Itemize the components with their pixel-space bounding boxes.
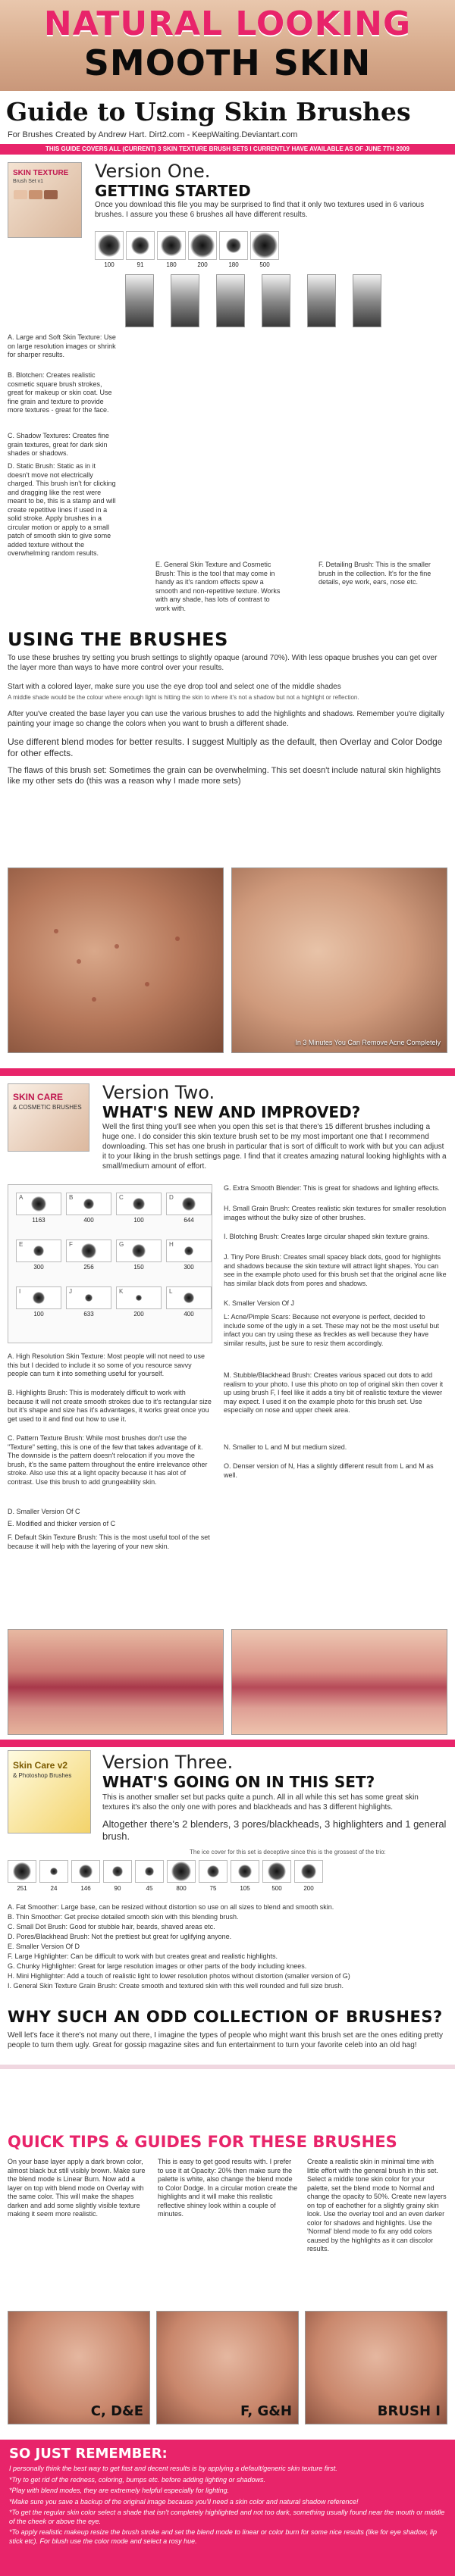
remember-line: *Try to get rid of the redness, coloring, bumps etc. before adding lighting or shadows. xyxy=(9,2475,266,2484)
v2-desc-f: F. Default Skin Texture Brush: This is the most useful tool of the set because it will help with the layering of your new skin. xyxy=(8,1533,210,1550)
brush-size: 24 xyxy=(50,1885,58,1892)
brush-preview xyxy=(199,1860,228,1883)
demo-label: F, G&H xyxy=(240,2403,292,2419)
tip-column-3: Create a realistic skin in minimal time with little effort with the general brush in this set. Select a middle tone skin color for your palette, set the blend mode to Normal and change the opacity to 50%. Create new layers on top of eachother for a slightly grainy skin look. Use the overlay tool and an even darker color for shadows and highlights. Use the 'Normal' blend mode to fix any odd colors caused by the highlights as it can discolor results. xyxy=(307,2158,447,2252)
v3-highlight: Altogether there's 2 blenders, 3 pores/blackheads, 3 highlighters and 1 general brush. xyxy=(102,1818,447,1842)
brush-size: 633 xyxy=(83,1311,94,1318)
v1-desc-b: B. Blotchen: Creates realistic cosmetic square brush strokes, great for makeup or skin coat. Use fine grain and texture to provide more textures - great for the face. xyxy=(8,371,112,414)
odd-collection-text: Well let's face it there's not many out there, I imagine the types of people who might want this brush set are the ones editing pretty people to turn them ugly. Great for gossip magazine sites and fun entertainment to turn your favorite celeb into an old hag! xyxy=(8,2031,443,2049)
v2-box-title: SKIN CARE xyxy=(13,1092,64,1102)
v2-desc-b: B. Highlights Brush: This is moderately difficult to work with because it will not create smooth strokes due to it's rectangular size but it's shape and size has it's advantages, it works great once you get used to it and find out how to use it. xyxy=(8,1389,212,1423)
v1-desc-c: C. Shadow Textures: Creates fine grain textures, great for dark skin shades or shadows. xyxy=(8,432,109,457)
brush-preview xyxy=(294,1860,323,1883)
demo-image-brush-i xyxy=(305,2311,447,2424)
v3-desc-g: G. Chunky Highlighter: Great for large resolution images or other parts of the body including knees. xyxy=(8,1962,307,1970)
remember-panel xyxy=(0,2440,455,2576)
demo-image-cde xyxy=(8,2311,150,2424)
face-after-image xyxy=(231,868,447,1053)
skin-swatch xyxy=(14,190,27,199)
brush-size: 800 xyxy=(176,1885,187,1892)
brush-size: 500 xyxy=(259,261,270,268)
brush-size: 180 xyxy=(166,261,177,268)
demo-row xyxy=(8,2311,447,2424)
v2-intro: Well the first thing you'll see when you open this set is that there's 15 different brushes including a huge one. I do consider this skin texture brush set to be my most important one that I recommend downloading. This set has one brush in particular that is sort of difficult to work with but you can adjust it to your liking in the brush settings page. I find that it creates amazing natural looking highlights with a small/medium amount of effort. xyxy=(102,1123,447,1171)
using-p2-note: A middle shade would be the colour where enough light is hitting the skin to where it's not a shadow but not a highlight or reflection. xyxy=(8,694,359,701)
brush-size: 150 xyxy=(133,1264,144,1271)
demo-label: C, D&E xyxy=(90,2403,143,2419)
lips-before-image xyxy=(8,1629,224,1735)
before-after-faces xyxy=(8,868,447,1053)
remember-line: *Make sure you save a backup of the original image because you'll need a skin color and natural shadow reference! xyxy=(9,2497,359,2506)
v3-desc-i: I. General Skin Texture Grain Brush: Create smooth and textured skin with this well rounded and full size brush. xyxy=(8,1982,344,1990)
v2-desc-m: M. Stubble/Blackhead Brush: Creates various spaced out dots to add realism to your photo. I use this photo on top of original skin then cover it up using brush F, I feel like it adds a tiny bit of realistic texture the viewer may expect. I used it on the example photo for this brush set. Use especially on nose and upper cheek area. xyxy=(224,1371,444,1414)
brush-preview xyxy=(71,1860,100,1883)
odd-collection-title: WHY SUCH AN ODD COLLECTION OF BRUSHES? xyxy=(8,2008,443,2026)
demo-image-fgh xyxy=(156,2311,299,2424)
brush-size: 200 xyxy=(133,1311,144,1318)
brush-preview: D xyxy=(166,1193,212,1215)
v1-cover-image xyxy=(8,162,82,238)
v2-grid-row xyxy=(16,1193,212,1215)
v3-desc-h: H. Mini Highlighter: Add a touch of realistic light to lower resolution photos without distortion (smaller version of G) xyxy=(8,1972,350,1980)
v3-cover-image xyxy=(8,1750,91,1834)
brush-preview xyxy=(167,1860,196,1883)
lips-before-after xyxy=(8,1629,447,1735)
brush-preview xyxy=(231,1860,259,1883)
brush-preview xyxy=(103,1860,132,1883)
brush-stroke-sample xyxy=(171,274,199,327)
v3-desc-e: E. Smaller Version Of D xyxy=(8,1943,80,1950)
brush-size: 644 xyxy=(184,1217,194,1224)
brush-size: 200 xyxy=(197,261,208,268)
v2-cover-image xyxy=(8,1083,89,1152)
brush-preview xyxy=(95,231,124,260)
v2-grid-row xyxy=(16,1240,212,1262)
v3-label: Version Three. xyxy=(102,1752,234,1773)
brush-size: 180 xyxy=(228,261,239,268)
brush-stroke-sample xyxy=(262,274,290,327)
remember-line: *To apply realistic makeup resize the brush stroke and set the blend mode to linear or color burn for some nice results (like for eye shadow, lip stick etc). For blush use the color mode and select a rosy hue. xyxy=(9,2528,437,2545)
brush-preview: A xyxy=(16,1193,61,1215)
guide-title: Guide to Using Skin Brushes xyxy=(6,97,411,127)
brush-size: 100 xyxy=(133,1217,144,1224)
v2-box-sub: & COSMETIC BRUSHES xyxy=(13,1104,82,1111)
hero-title-line1: NATURAL LOOKING xyxy=(43,5,412,43)
v3-desc-d: D. Pores/Blackhead Brush: Not the prettiest but great for uglifying anyone. xyxy=(8,1933,232,1940)
brush-preview: F xyxy=(66,1240,111,1262)
brush-preview xyxy=(219,231,248,260)
v2-desc-a: A. High Resolution Skin Texture: Most people will not need to use this but I decided to include it so some of you resource savvy people can turn it into something useful for yourself. xyxy=(8,1352,205,1377)
v3-cover-note: The ice cover for this set is deceptive since this is the grossest of the trio: xyxy=(190,1849,386,1855)
brush-preview xyxy=(262,1860,291,1883)
brush-preview: E xyxy=(16,1240,61,1262)
brush-stroke-sample xyxy=(125,274,154,327)
v2-grid-sizes xyxy=(16,1311,212,1318)
v2-heading: WHAT'S NEW AND IMPROVED? xyxy=(102,1103,361,1121)
v1-heading: GETTING STARTED xyxy=(95,182,251,200)
v3-brush-strip xyxy=(8,1860,323,1883)
v2-desc-k: K. Smaller Version Of J xyxy=(224,1299,295,1307)
remember-line: *To get the regular skin color select a shade that isn't completely highlighted and not too dark, something usually found near the mouth or middle of the cheek or above the eye. xyxy=(9,2509,445,2525)
brush-size: 91 xyxy=(136,261,144,268)
brush-stroke-sample xyxy=(353,274,381,327)
brush-size: 45 xyxy=(146,1885,153,1892)
tip-column-2: This is easy to get good results with. I prefer to use it at Opacity: 20% then make sure the palette is white, also change the blend mode to Color Dodge. In a circular motion create the highlights and it will make this realistic reflective shiney look within a couple of minutes. xyxy=(158,2158,298,2218)
brush-preview xyxy=(157,231,186,260)
v1-brush-strip xyxy=(95,231,279,260)
brush-size: 400 xyxy=(184,1311,194,1318)
brush-preview xyxy=(8,1860,36,1883)
brush-size: 75 xyxy=(209,1885,217,1892)
using-p4: Use different blend modes for better results. I suggest Multiply as the default, then Overlay and Color Dodge for other effects. xyxy=(8,736,443,758)
hero-banner xyxy=(0,0,455,91)
using-p2: Start with a colored layer, make sure you use the eye drop tool and select one of the middle shades xyxy=(8,683,341,691)
brush-preview: K xyxy=(116,1286,162,1309)
brush-preview: B xyxy=(66,1193,111,1215)
v3-box-sub: & Photoshop Brushes xyxy=(13,1772,72,1779)
v2-grid-sizes xyxy=(16,1217,212,1224)
using-p3: After you've created the base layer you can use the various brushes to add the highlights and shadows. Remember you're digitally painting your image so change the colors when you want to brush a different shade. xyxy=(8,710,444,728)
using-p1: To use these brushes try setting you brush settings to slightly opaque (around 70%). With less opaque brushes you can get over the layer more than ways to have more control over your results. xyxy=(8,654,438,672)
brush-preview xyxy=(188,231,217,260)
brush-preview xyxy=(126,231,155,260)
brush-size: 146 xyxy=(80,1885,91,1892)
remember-line: I personally think the best way to get fast and decent results is by applying a default/generic skin texture first. xyxy=(9,2465,337,2472)
brush-stroke-sample xyxy=(307,274,336,327)
brush-size: 400 xyxy=(83,1217,94,1224)
brush-size: 90 xyxy=(114,1885,121,1892)
brush-size: 200 xyxy=(303,1885,314,1892)
v2-desc-d: D. Smaller Version Of C xyxy=(8,1508,80,1515)
using-p5: The flaws of this brush set: Sometimes the grain can be overwhelming. This set doesn't include natural skin highlights like my other sets do (this was a reason why I made more sets) xyxy=(8,766,441,786)
v1-desc-a: A. Large and Soft Skin Texture: Use on large resolution images or shrink for sharper results. xyxy=(8,333,116,358)
v1-brush-sizes xyxy=(95,261,279,268)
brush-preview: L xyxy=(166,1286,212,1309)
v3-desc-f: F. Large Highlighter: Can be difficult to work with but creates great and realistic highlights. xyxy=(8,1952,278,1960)
coverage-bar: THIS GUIDE COVERS ALL (CURRENT) 3 SKIN TEXTURE BRUSH SETS I CURRENTLY HAVE AVAILABLE AS OF JUNE 7TH 2009 xyxy=(0,144,455,155)
face-before-image xyxy=(8,868,224,1053)
tip-column-1: On your base layer apply a dark brown color, almost black but still visibly brown. Make sure the blend mode is Linear Burn. Now add a layer on top with blend mode on Overlay with the same color. This will make the shapes darken and add some slightly visible texture making it seem more realistic. xyxy=(8,2158,146,2218)
v1-label: Version One. xyxy=(95,161,211,182)
v2-desc-i: I. Blotching Brush: Creates large circular shaped skin texture grains. xyxy=(224,1233,430,1240)
using-title: USING THE BRUSHES xyxy=(8,629,228,650)
skin-swatch xyxy=(44,190,58,199)
brush-preview xyxy=(39,1860,68,1883)
brush-size: 500 xyxy=(271,1885,282,1892)
demo-label: BRUSH I xyxy=(377,2403,441,2419)
v1-desc-e: E. General Skin Texture and Cosmetic Brush: This is the tool that may come in handy as it's random effects spew a smooth and non-repetitive texture. Works with any shade, has lots of contrast to work with. xyxy=(155,561,281,612)
lips-after-image xyxy=(231,1629,447,1735)
brush-size: 1163 xyxy=(32,1217,46,1224)
brush-size: 256 xyxy=(83,1264,94,1271)
brush-size: 100 xyxy=(104,261,115,268)
section-divider xyxy=(0,1068,455,1076)
v3-desc-b: B. Thin Smoother: Get precise detailed smooth skin with this blending brush. xyxy=(8,1913,239,1921)
v2-desc-o: O. Denser version of N, Has a slightly different result from L and M as well. xyxy=(224,1462,434,1479)
v2-desc-c: C. Pattern Texture Brush: While most brushes don't use the "Texture" setting, this is one of the few that takes advantage of it. The downside is the pattern doesn't relocation if you move the brush, it's the same pattern throughout the entire irrelevance other stroke. Also use this at a light opacity because it has alot of contrast. Use this brush to add grungeability skin. xyxy=(8,1434,208,1486)
brush-preview: J xyxy=(66,1286,111,1309)
v2-desc-j: J. Tiny Pore Brush: Creates small spacey black dots, good for highlights and shadows because the skin texture will attract light shapes. You can see in the example photo used for this brush set that the original acne like has similar black dots from pores and shadows. xyxy=(224,1253,447,1287)
brush-size: 300 xyxy=(33,1264,44,1271)
remember-title: SO JUST REMEMBER: xyxy=(9,2446,168,2462)
section-divider xyxy=(0,1740,455,1747)
brush-preview: H xyxy=(166,1240,212,1262)
skin-swatch xyxy=(29,190,42,199)
brush-size: 251 xyxy=(17,1885,27,1892)
v2-grid-row xyxy=(16,1286,212,1309)
v1-box-sub: Brush Set v1 xyxy=(13,179,44,184)
v2-desc-e: E. Modified and thicker version of C xyxy=(8,1520,116,1527)
quick-tips-title: QUICK TIPS & GUIDES FOR THESE BRUSHES xyxy=(8,2133,397,2151)
v3-desc-a: A. Fat Smoother: Large base, can be resized without distortion so use on all sizes to blend and smooth skin. xyxy=(8,1903,334,1911)
remember-line: *Play with blend modes, they are extremely helpful especially for lighting. xyxy=(9,2487,230,2494)
hero-title-line2: SMOOTH SKIN xyxy=(83,42,372,83)
v2-desc-g: G. Extra Smooth Blender: This is great for shadows and lighting effects. xyxy=(224,1184,440,1192)
v2-brush-grid xyxy=(8,1184,212,1343)
v3-heading: WHAT'S GOING ON IN THIS SET? xyxy=(102,1773,375,1791)
v1-box-title: SKIN TEXTURE xyxy=(13,169,69,177)
brush-preview xyxy=(250,231,279,260)
v1-intro: Once you download this file you may be surprised to find that it only two textures used in 6 various brushes. I assure you these 6 brushes all have different results. xyxy=(95,201,425,219)
v3-box-title: Skin Care v2 xyxy=(13,1760,68,1771)
brush-stroke-sample xyxy=(216,274,245,327)
brush-preview: I xyxy=(16,1286,61,1309)
brush-size: 100 xyxy=(33,1311,44,1318)
brush-size: 105 xyxy=(240,1885,250,1892)
v3-desc-c: C. Small Dot Brush: Good for stubble hair, beards, shaved areas etc. xyxy=(8,1923,215,1930)
section-divider xyxy=(0,2065,455,2069)
credit-line: For Brushes Created by Andrew Hart. Dirt2.com - KeepWaiting.Deviantart.com xyxy=(8,130,298,139)
v2-desc-l: L: Acne/Pimple Scars: Because not everyone is perfect, decided to include some of the ugly in a set. These may not be the most useful but infact you can try using these as freckles as well because they have similar results, just be sure to resiz them accordingly. xyxy=(224,1313,439,1347)
v2-grid-sizes xyxy=(16,1264,212,1271)
v2-desc-h: H. Small Grain Brush: Creates realistic skin textures for smaller resolution images without the bulky size of other brushes. xyxy=(224,1205,447,1221)
v3-brush-sizes xyxy=(8,1885,323,1892)
face-caption: In 3 Minutes You Can Remove Acne Completely xyxy=(295,1039,441,1046)
v2-label: Version Two. xyxy=(102,1082,215,1103)
brush-preview: C xyxy=(116,1193,162,1215)
v2-desc-n: N. Smaller to L and M but medium sized. xyxy=(224,1443,347,1451)
brush-preview: G xyxy=(116,1240,162,1262)
v3-intro: This is another smaller set but packs quite a punch. All in all while this set has some great skin textures it's also the only one with pores and blackheads and has 3 different highlights. xyxy=(102,1793,419,1812)
v1-desc-f: F. Detailing Brush: This is the smaller brush in the collection. It's for the fine details, eye work, ears, nose etc. xyxy=(318,561,431,586)
brush-size: 300 xyxy=(184,1264,194,1271)
v1-desc-d: D. Static Brush: Static as in it doesn't move not electrically charged. This brush isn't for clicking and dragging like the rest were meant to be, this is a stamp and will create repetitive lines if used in a solid stroke. Apply brushes in a circular motion or apply to a small patch of smooth skin to give some added texture without the overwhelming random results. xyxy=(8,462,116,557)
brush-preview xyxy=(135,1860,164,1883)
